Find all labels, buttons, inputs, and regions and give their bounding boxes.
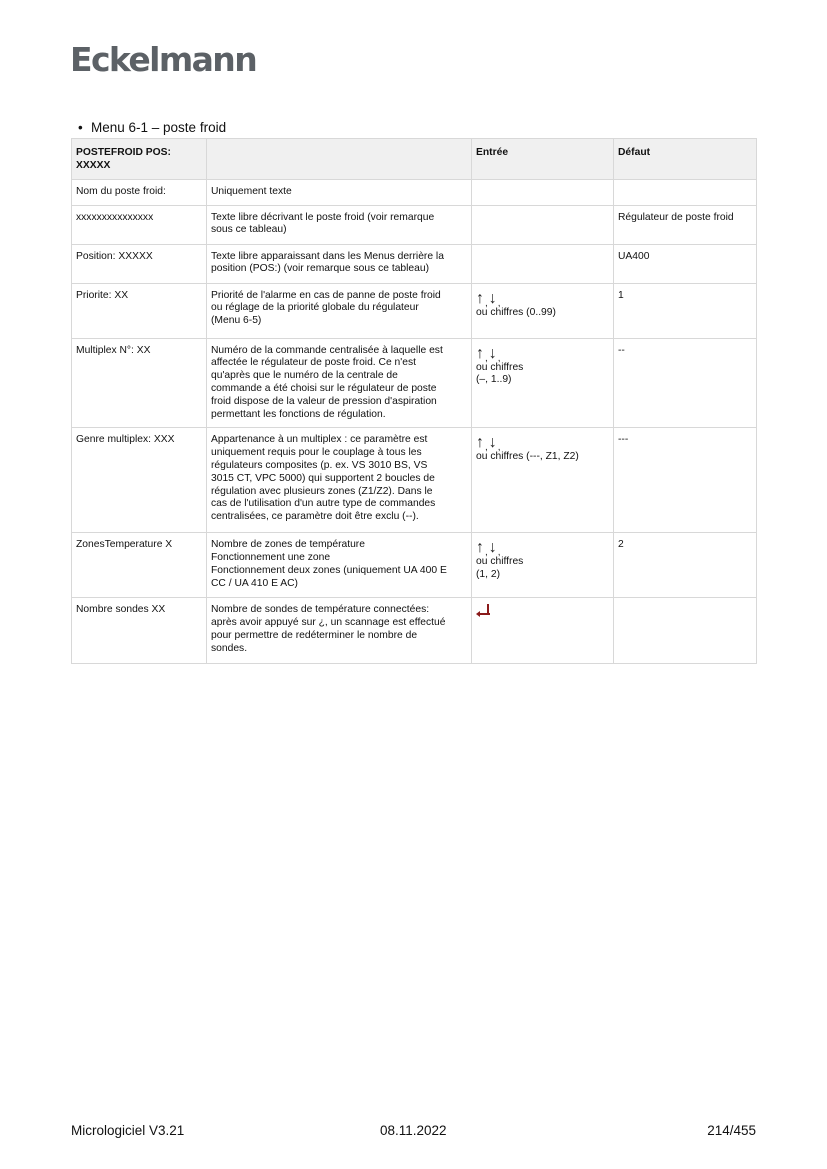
parameter-description bbox=[207, 283, 472, 338]
arrow-keys bbox=[476, 345, 609, 362]
parameter-entry bbox=[472, 179, 614, 205]
parameter-name: Nombre sondes XX bbox=[72, 598, 207, 664]
description-line: régulation avec plusieurs zones (Z1/Z2). Dans le bbox=[211, 485, 433, 497]
table-row bbox=[72, 533, 757, 598]
description-line: Fonctionnement une zone bbox=[211, 552, 331, 564]
arrow-up-icon: ↑ bbox=[476, 539, 484, 557]
description-line: Texte libre décrivant le poste froid (voir remarque bbox=[211, 211, 435, 223]
parameter-description bbox=[207, 428, 472, 533]
arrow-separator: , bbox=[485, 547, 488, 559]
parameter-default: 2 bbox=[614, 533, 757, 598]
parameter-table bbox=[71, 138, 757, 664]
description-line: (Menu 6-5) bbox=[211, 315, 262, 327]
arrow-separator: , bbox=[485, 352, 488, 364]
description-line: qu'après que le numéro de la centrale de bbox=[211, 370, 398, 382]
description-line: régulateurs composites (p. ex. VS 3010 BS, VS bbox=[211, 459, 428, 471]
parameter-name: Multiplex N°: XX bbox=[72, 338, 207, 428]
arrow-separator: , bbox=[485, 297, 488, 309]
arrow-keys bbox=[476, 290, 609, 307]
table-row bbox=[72, 338, 757, 428]
arrow-keys bbox=[476, 434, 609, 454]
parameter-description bbox=[207, 338, 472, 428]
entry-line: ou chiffres (---, Z1, Z2) bbox=[476, 451, 579, 463]
description-line: après avoir appuyé sur ¿, un scannage est effectué bbox=[211, 617, 446, 629]
parameter-default: UA400 bbox=[614, 244, 757, 283]
parameter-name: Genre multiplex: XXX bbox=[72, 428, 207, 533]
arrow-down-icon: ↓ bbox=[488, 289, 497, 307]
table-row bbox=[72, 283, 757, 338]
entry-line: (1, 2) bbox=[476, 569, 501, 581]
parameter-name: Priorite: XX bbox=[72, 283, 207, 338]
enter-key-icon bbox=[476, 604, 490, 618]
parameter-name: xxxxxxxxxxxxxxx bbox=[72, 205, 207, 244]
description-line: commande a été choisi sur le régulateur de poste bbox=[211, 382, 437, 394]
parameter-default bbox=[614, 179, 757, 205]
section-heading-text: Menu 6-1 – poste froid bbox=[91, 120, 227, 135]
arrow-up-icon: ↑ bbox=[476, 289, 484, 307]
footer-date: 08.11.2022 bbox=[380, 1123, 447, 1138]
arrow-up-icon: ↑ bbox=[476, 344, 484, 362]
parameter-entry bbox=[472, 244, 614, 283]
entry-line: ou chiffres bbox=[476, 556, 524, 568]
parameter-default: --- bbox=[614, 428, 757, 533]
table-row bbox=[72, 428, 757, 533]
table-row bbox=[72, 598, 757, 664]
parameter-name: Position: XXXXX bbox=[72, 244, 207, 283]
arrow-down-icon: ↓ bbox=[488, 434, 497, 452]
description-line: Uniquement texte bbox=[211, 185, 292, 197]
parameter-entry bbox=[472, 598, 614, 664]
parameter-default: Régulateur de poste froid bbox=[614, 205, 757, 244]
parameter-name: Nom du poste froid: bbox=[72, 179, 207, 205]
description-line: affectée le régulateur de poste froid. Ce n'est bbox=[211, 357, 416, 369]
arrow-down-icon: ↓ bbox=[488, 539, 497, 557]
description-line: Appartenance à un multiplex : ce paramètre est bbox=[211, 434, 428, 446]
section-heading bbox=[78, 120, 226, 135]
description-line: pour permettre de redéterminer le nombre de bbox=[211, 629, 418, 641]
description-line: Nombre de zones de température bbox=[211, 539, 365, 551]
description-line: CC / UA 410 E AC) bbox=[211, 577, 298, 589]
entry-line: (–, 1..9) bbox=[476, 374, 512, 386]
header-description bbox=[207, 139, 472, 180]
description-line: ou réglage de la priorité globale du régulateur bbox=[211, 302, 419, 314]
entry-line: ou chiffres (0..99) bbox=[476, 306, 556, 318]
footer-page-number: 214/455 bbox=[707, 1123, 756, 1138]
table-header-row bbox=[72, 139, 757, 180]
description-line: permettant les fonctions de régulation. bbox=[211, 408, 386, 420]
description-line: Numéro de la commande centralisée à laquelle est bbox=[211, 344, 443, 356]
description-line: 3015 CT, VPC 5000) qui supportent 2 boucles de bbox=[211, 472, 435, 484]
parameter-default bbox=[614, 598, 757, 664]
header-default: Défaut bbox=[614, 139, 757, 180]
description-line: centralisées, ce paramètre doit être exclu (--). bbox=[211, 511, 419, 523]
parameter-description bbox=[207, 598, 472, 664]
description-line: Priorité de l'alarme en cas de panne de poste froid bbox=[211, 289, 441, 301]
parameter-entry bbox=[472, 205, 614, 244]
parameter-description bbox=[207, 179, 472, 205]
parameter-entry bbox=[472, 338, 614, 428]
arrow-keys bbox=[476, 539, 609, 559]
parameter-description bbox=[207, 205, 472, 244]
parameter-entry bbox=[472, 283, 614, 338]
description-line: position (POS:) (voir remarque sous ce tableau) bbox=[211, 263, 430, 275]
description-line: uniquement requis pour le couplage à tous les bbox=[211, 447, 422, 459]
description-line: Fonctionnement deux zones (uniquement UA 400 E bbox=[211, 564, 447, 576]
description-line: sondes. bbox=[211, 642, 248, 654]
parameter-description bbox=[207, 244, 472, 283]
arrow-separator: , bbox=[497, 297, 501, 309]
bullet-icon: • bbox=[78, 120, 83, 135]
header-entry: Entrée bbox=[472, 139, 614, 180]
arrow-separator: , bbox=[497, 442, 501, 454]
arrow-separator: , bbox=[497, 352, 501, 364]
arrow-separator: , bbox=[485, 442, 488, 454]
parameter-description bbox=[207, 533, 472, 598]
table-row bbox=[72, 205, 757, 244]
description-line: Nombre de sondes de température connectées: bbox=[211, 604, 430, 616]
parameter-default: -- bbox=[614, 338, 757, 428]
description-line: cas de l'utilisation d'un autre type de commandes bbox=[211, 498, 436, 510]
footer-firmware: Micrologiciel V3.21 bbox=[71, 1123, 185, 1138]
entry-line: ou chiffres bbox=[476, 361, 524, 373]
table-row bbox=[72, 244, 757, 283]
arrow-down-icon: ↓ bbox=[488, 344, 497, 362]
description-line: Texte libre apparaissant dans les Menus derrière la bbox=[211, 250, 444, 262]
arrow-separator: , bbox=[497, 547, 501, 559]
header-parameter: POSTEFROID POS: XXXXX bbox=[72, 139, 207, 180]
description-line: froid dispose de la valeur de pression d'aspiration bbox=[211, 395, 437, 407]
arrow-up-icon: ↑ bbox=[476, 434, 484, 452]
parameter-name: ZonesTemperature X bbox=[72, 533, 207, 598]
parameter-entry bbox=[472, 428, 614, 533]
parameter-entry bbox=[472, 533, 614, 598]
company-logo: Eckelmann bbox=[70, 40, 257, 79]
description-line: sous ce tableau) bbox=[211, 224, 287, 236]
parameter-default: 1 bbox=[614, 283, 757, 338]
table-row bbox=[72, 179, 757, 205]
